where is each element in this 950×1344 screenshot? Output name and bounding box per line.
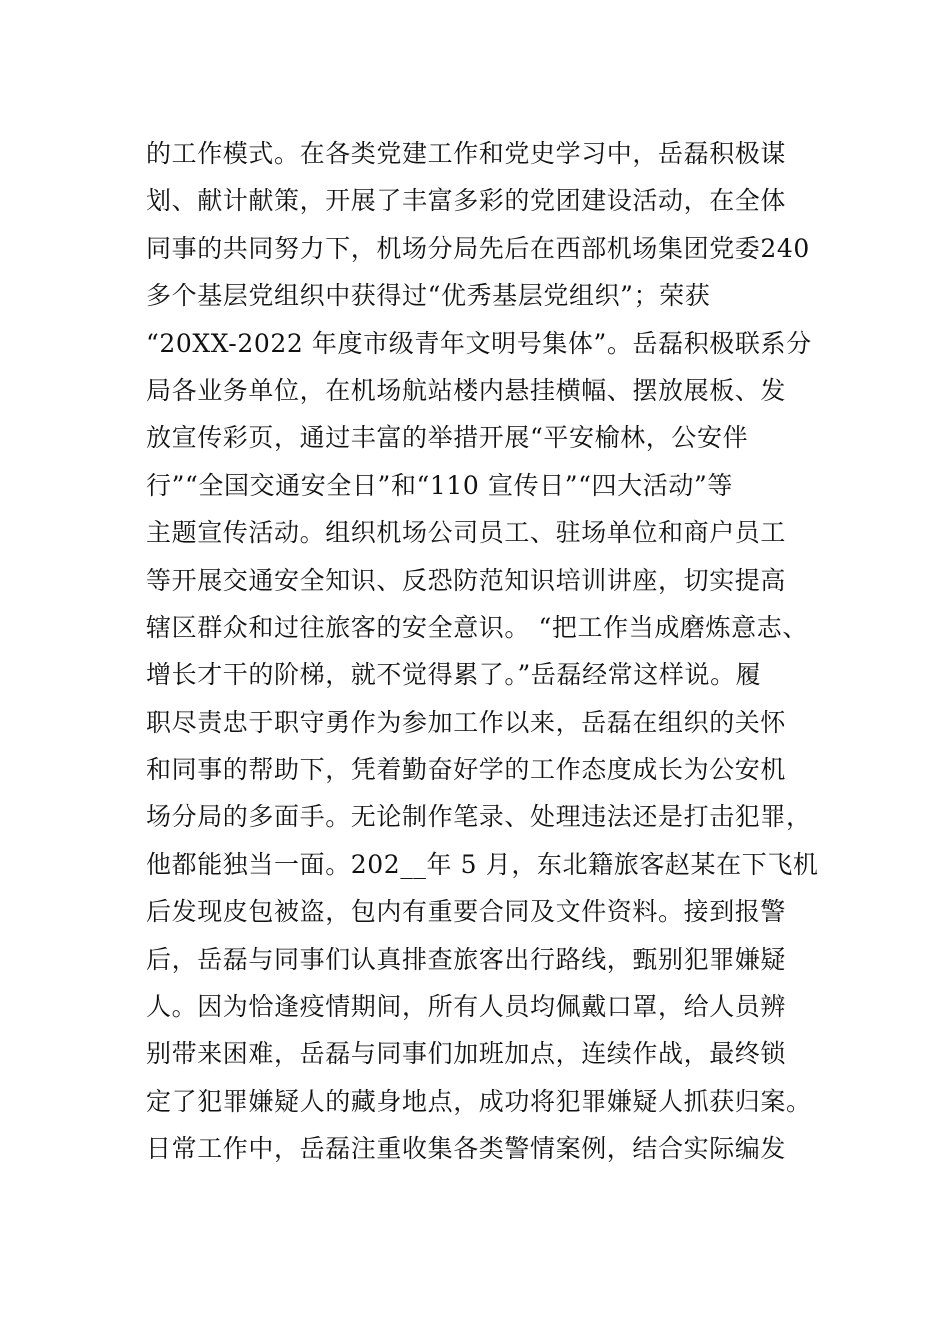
text-line-12: 增长才干的阶梯，就不觉得累了。”岳磊经常这样说。履 xyxy=(146,660,762,690)
text-line-14: 和同事的帮助下，凭着勤奋好学的工作态度成长为公安机 xyxy=(146,755,787,785)
text-line-6: 局各业务单位，在机场航站楼内悬挂横幅、摆放展板、发 xyxy=(146,375,787,405)
text-line-3: 同事的共同努力下，机场分局先后在西部机场集团党委240 xyxy=(146,233,810,263)
text-line-1: 的工作模式。在各类党建工作和党史学习中，岳磊积极谋 xyxy=(146,139,787,168)
text-line-18: 后，岳磊与同事们认真排查旅客出行路线，甄别犯罪嫌疑 xyxy=(146,944,787,974)
text-line-15: 场分局的多面手。无论制作笔录、处理违法还是打击犯罪， xyxy=(146,802,812,832)
text-line-7: 放宣传彩页，通过丰富的举措开展“平安榆林，公安伴 xyxy=(146,423,749,453)
text-line-5: “20XX-2022 年度市级青年文明号集体”。岳磊积极联系分 xyxy=(146,328,812,358)
text-line-13: 职尽责忠于职守勇作为参加工作以来，岳磊在组织的关怀 xyxy=(146,707,787,737)
text-line-10: 等开展交通安全知识、反恐防范知识培训讲座，切实提高 xyxy=(146,565,787,595)
text-line-22: 日常工作中，岳磊注重收集各类警情案例，结合实际编发 xyxy=(146,1134,787,1164)
body-text xyxy=(146,130,826,1173)
text-line-16: 他都能独当一面。202__年 5 月，东北籍旅客赵某在下飞机 xyxy=(146,849,819,879)
text-line-20: 别带来困难，岳磊与同事们加班加点，连续作战，最终锁 xyxy=(146,1039,787,1069)
text-line-2: 划、献计献策，开展了丰富多彩的党团建设活动，在全体 xyxy=(146,186,787,216)
text-line-9: 主题宣传活动。组织机场公司员工、驻场单位和商户员工 xyxy=(146,518,787,548)
text-line-19: 人。因为恰逢疫情期间，所有人员均佩戴口罩，给人员辨 xyxy=(146,992,787,1022)
text-line-21: 定了犯罪嫌疑人的藏身地点，成功将犯罪嫌疑人抓获归案。 xyxy=(146,1086,812,1116)
text-line-8: 行”“全国交通安全日”和“110 宣传日”“四大活动”等 xyxy=(146,470,733,500)
text-line-11: 辖区群众和过往旅客的安全意识。 “把工作当成磨炼意志、 xyxy=(146,612,808,642)
text-line-17: 后发现皮包被盗，包内有重要合同及文件资料。接到报警 xyxy=(146,897,787,927)
text-line-4: 多个基层党组织中获得过“优秀基层党组织”；荣获 xyxy=(146,281,711,311)
